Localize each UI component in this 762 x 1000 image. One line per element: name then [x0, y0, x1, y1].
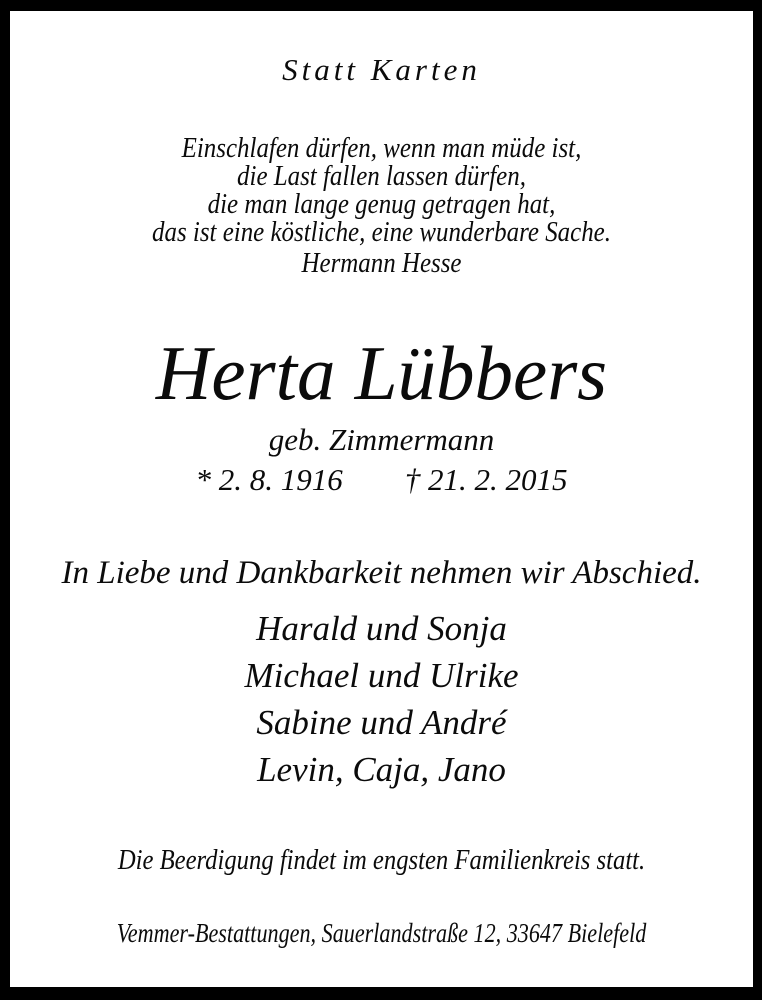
hesse-quote	[62, 134, 701, 277]
life-dates	[10, 460, 753, 500]
funeral-home-address: Vemmer-Bestattungen, Sauerlandstraße 12, 33647 Bielefeld	[116, 918, 647, 948]
deceased-name: Herta Lübbers	[155, 330, 608, 416]
quote-line: Einschlafen dürfen, wenn man müde ist,	[181, 132, 582, 164]
mourner-line: Harald und Sonja	[256, 609, 507, 648]
quote-line: das ist eine köstliche, eine wunderbare Sache.	[152, 216, 611, 248]
maiden-name: geb. Zimmermann	[268, 422, 495, 457]
statt-karten-header: Statt Karten	[282, 52, 481, 87]
funeral-note: Die Beerdigung findet im engsten Familienkreis statt.	[117, 844, 646, 876]
farewell-line: In Liebe und Dankbarkeit nehmen wir Abschied.	[61, 555, 702, 591]
quote-attribution: Hermann Hesse	[301, 247, 462, 279]
quote-line: die man lange genug getragen hat,	[207, 188, 556, 220]
mourners-list	[10, 605, 753, 793]
mourner-line: Michael und Ulrike	[244, 656, 519, 695]
mourner-line: Sabine und André	[256, 703, 507, 742]
mourner-line: Levin, Caja, Jano	[257, 750, 506, 789]
death-date: † 21. 2. 2015	[404, 462, 568, 497]
quote-line: die Last fallen lassen dürfen,	[237, 160, 526, 192]
birth-date: * 2. 8. 1916	[195, 462, 343, 497]
